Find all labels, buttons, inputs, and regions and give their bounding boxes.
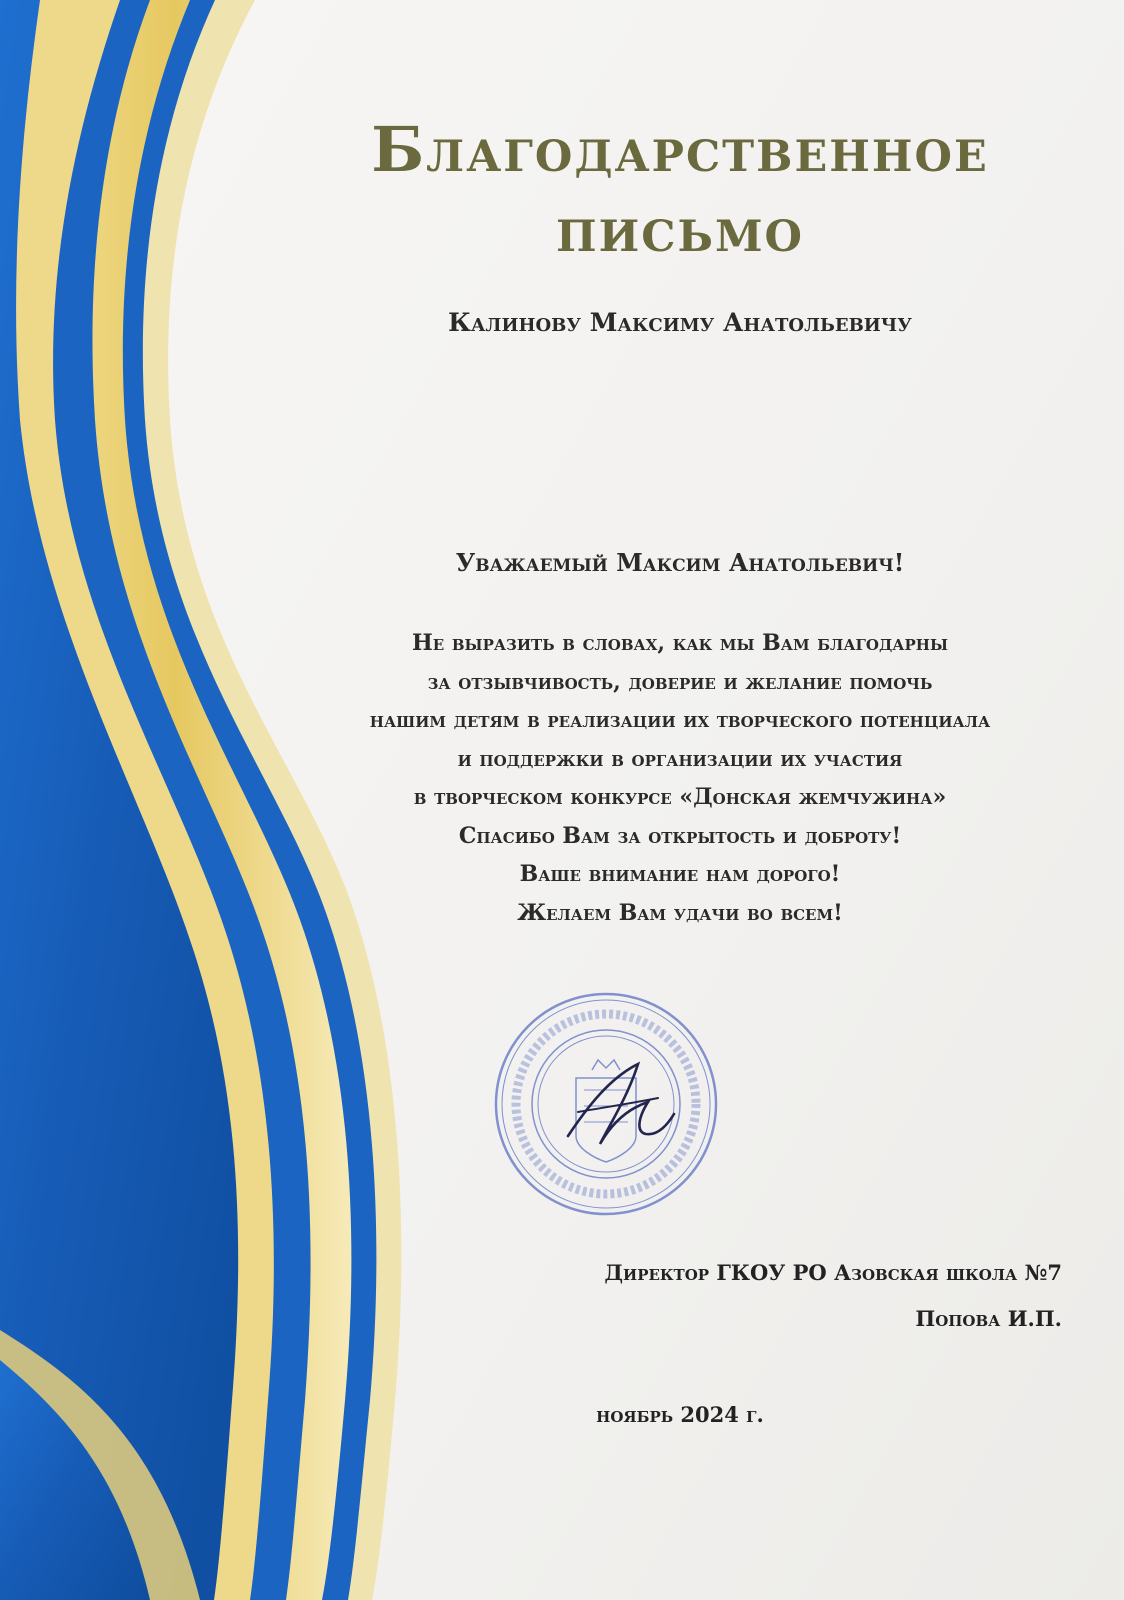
body-line: Ваше внимание нам дорого! [519,861,841,887]
recipient-name: Калинову Максиму Анатольевичу [448,308,912,337]
body-line: в творческом конкурсе «Донская жемчужина» [413,784,947,810]
body-line: Спасибо Вам за открытость и доброту! [458,822,902,849]
official-stamp-with-signature [488,986,724,1222]
letter-title [300,110,1060,270]
letter-body [290,624,1070,932]
body-line: и поддержки в организации их участия [457,745,903,772]
body-line: Не выразить в словах, как мы Вам благодарны [411,630,948,656]
letter-date: ноябрь 2024 г. [596,1402,764,1427]
body-line: нашим детям в реализации их творческого потенциала [369,707,991,733]
director-title: Директор ГКОУ РО Азовская школа №7 [604,1260,1062,1285]
body-line: за отзывчивость, доверие и желание помочь [427,668,933,695]
salutation: Уважаемый Максим Анатольевич! [455,548,905,577]
director-name: Попова И.П. [915,1306,1062,1331]
title-line-2: письмо [556,193,804,266]
body-line: Желаем Вам удачи во всем! [517,899,843,926]
title-line-1: Благодарственное [371,113,989,186]
